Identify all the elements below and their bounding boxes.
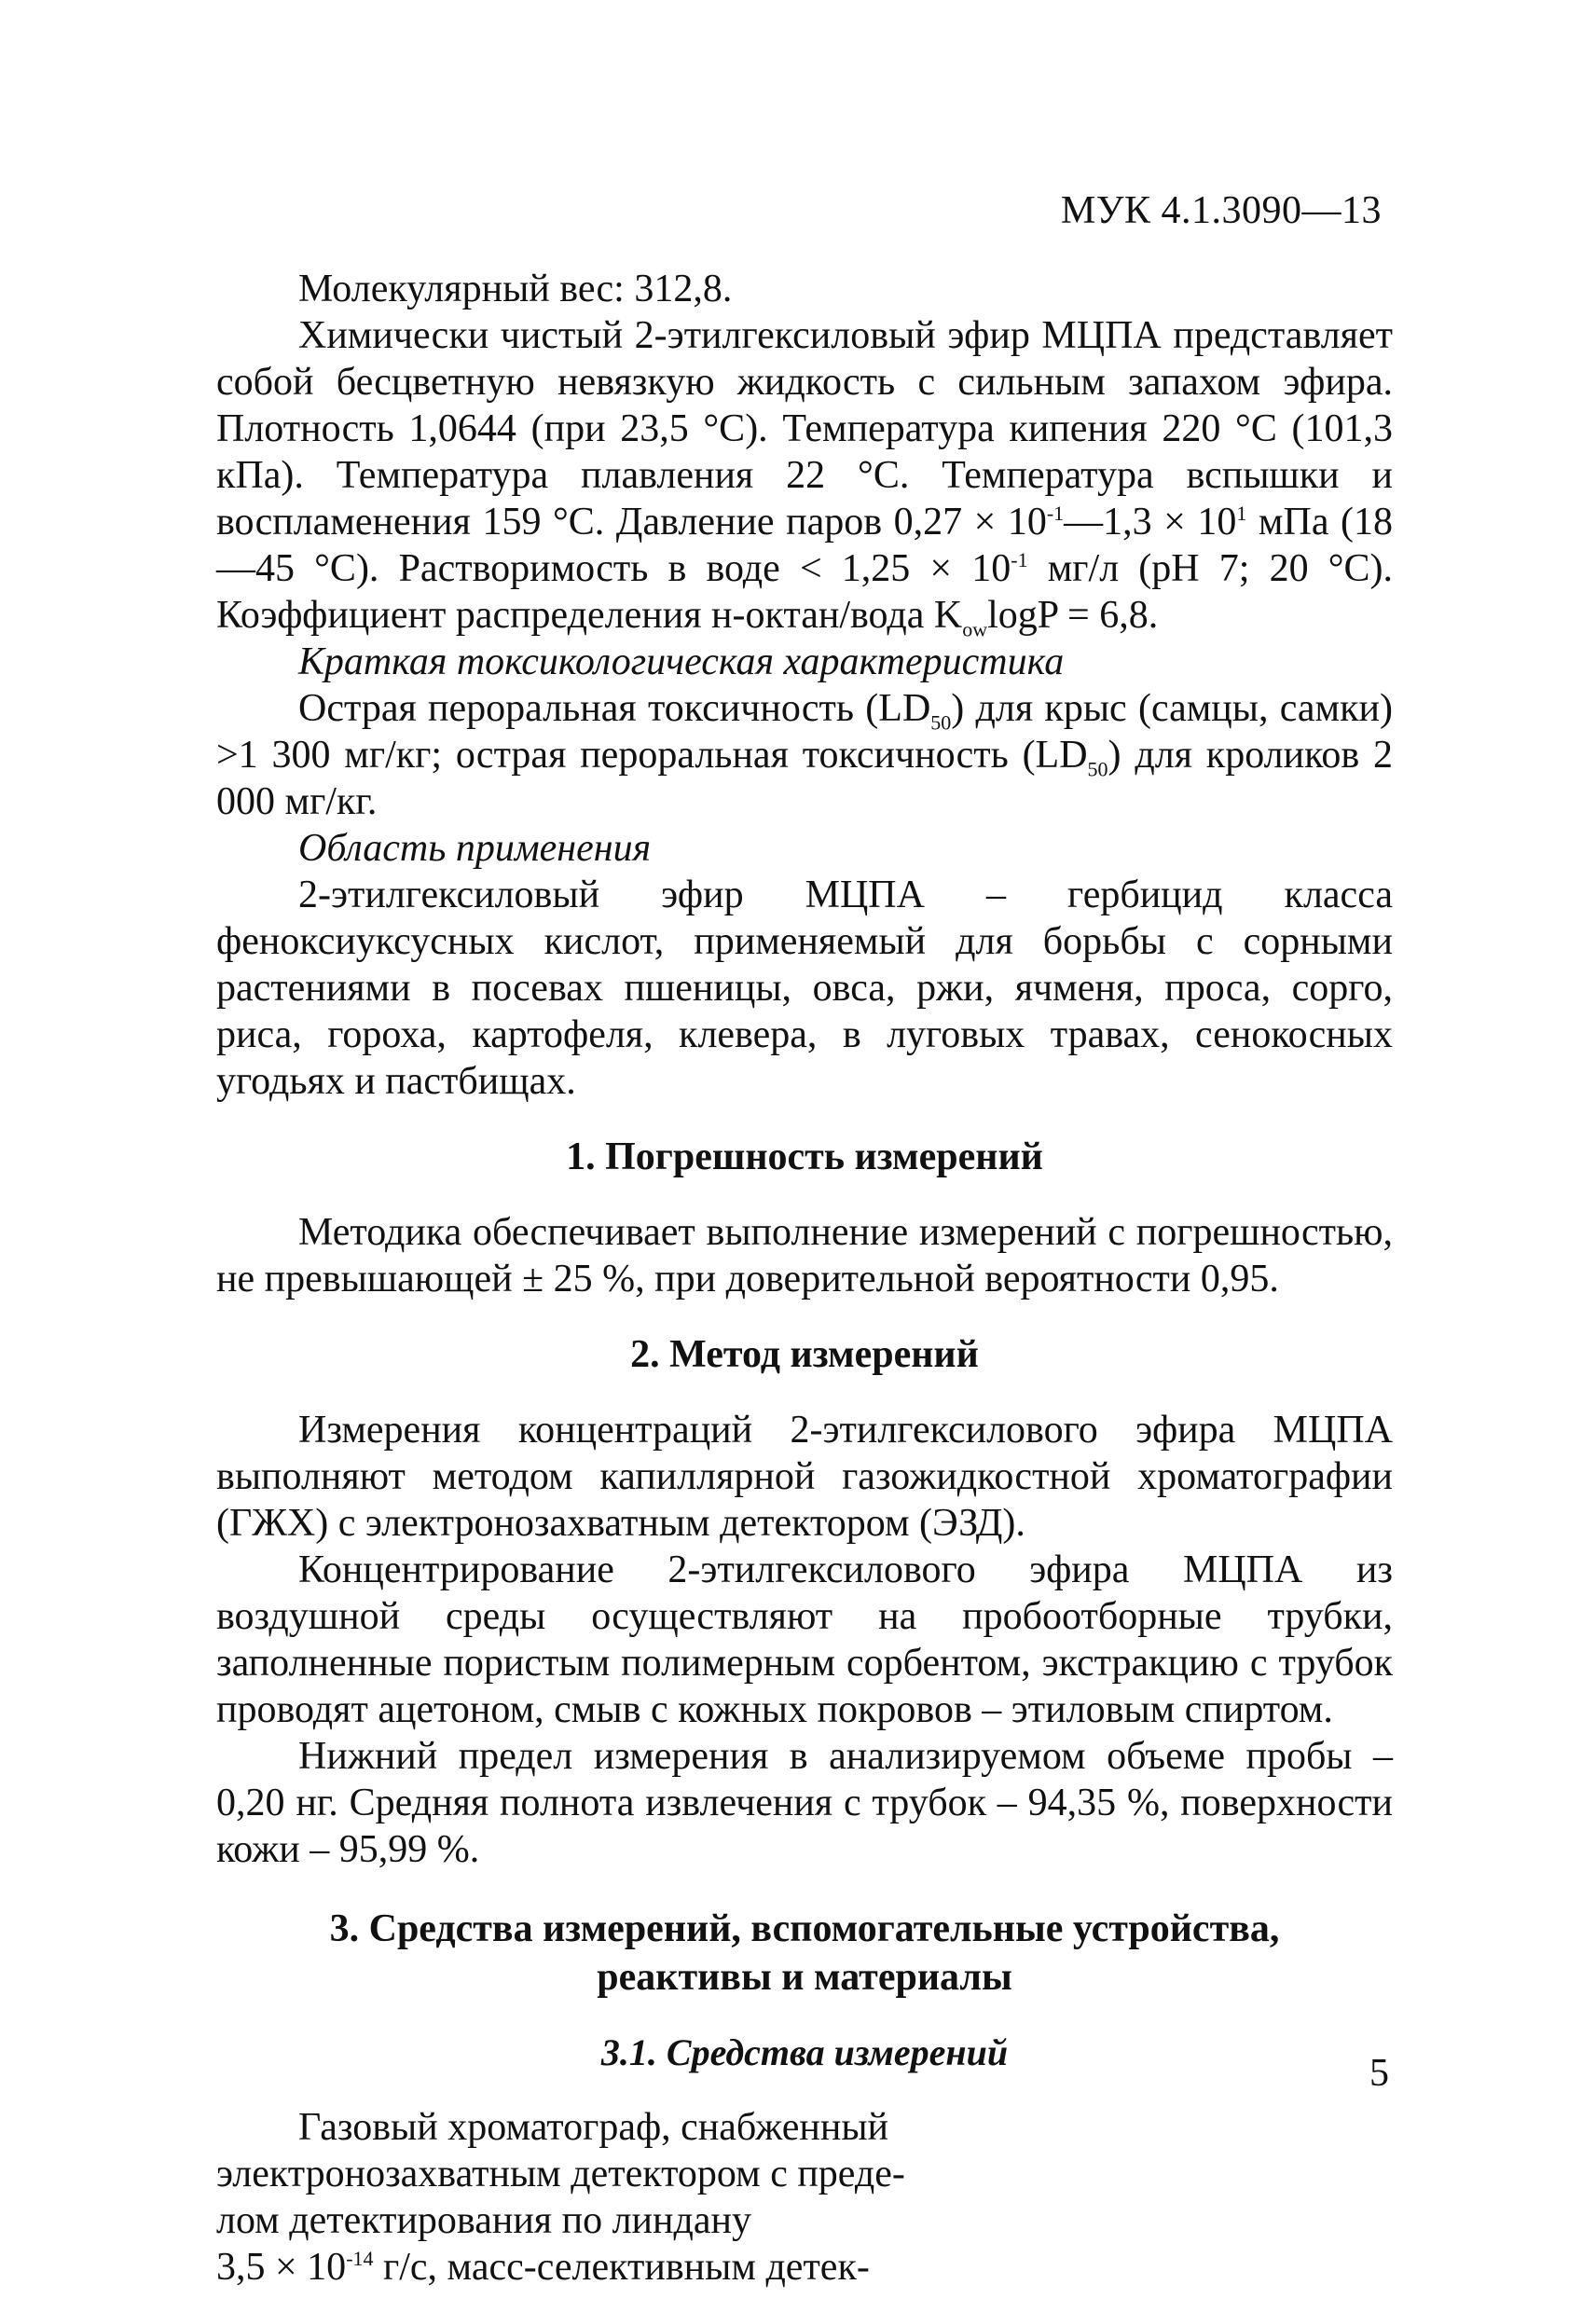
toxicology-text: ) для крыс (самцы, самки) >1 300 мг/кг; острая пероральная токсичность (LD (216, 687, 1394, 777)
spacer (216, 1379, 1393, 1407)
spacer (216, 1873, 1393, 1905)
toxicology-heading: Краткая токсикологическая характеристика (298, 640, 1065, 683)
instrument-line (216, 2244, 953, 2291)
instrument-text: г/с, масс-селективным детек- (373, 2246, 870, 2289)
section-2-paragraph-1: Измерения концентраций 2-этилгексилового эфира МЦПА выполняют методом капиллярной газожидкостной хроматографии (ГЖХ) с электронозахватным детектором (ЭЗД). (216, 1409, 1393, 1545)
section-3-heading (216, 1905, 1393, 2002)
instrument-description (216, 2104, 953, 2291)
toxicology-text: Острая пероральная токсичность (LD (298, 687, 931, 730)
toxicology-paragraph (216, 685, 1393, 825)
exponent: -1 (1011, 548, 1028, 571)
section-3-1-heading: 3.1. Средства измерений (600, 2031, 1009, 2073)
spacer (216, 2076, 1393, 2104)
properties-text: мг/л (рН 7; 20 °С). Коэффициент распределения н-октан/вода K (216, 547, 1394, 637)
document-body (216, 266, 1393, 2291)
section-1-heading: 1. Погрешность измерений (566, 1135, 1043, 1178)
application-paragraph: 2-этилгексиловый эфир МЦПА – гербицид класса феноксиуксусных кислот, применяемый для борьбы с сорными растениями в посевах пшеницы, овса, ржи, ячменя, проса, сорго, риса, гороха, картофеля, клевера, в луговых травах, сенокосных угодьях и пастбищах. (216, 874, 1393, 1103)
document-code: МУК 4.1.3090—13 (1060, 189, 1382, 232)
page-number: 5 (1369, 2052, 1389, 2095)
toxicology-text: ) для кроликов 2 000 мг/кг. (216, 734, 1393, 823)
exponent: -14 (346, 2247, 374, 2270)
exponent: -1 (1046, 502, 1065, 525)
properties-text: Химически чистый 2-этилгексиловый эфир МЦПА представляет собой бесцветную невязкую жидкость с сильным запахом эфира. Плотность 1,0644 (при 23,5 °С). Температура кипения 220 °С (101,3 кПа). Температура плавления 22 °С. Температура вспышки и воспламенения 159 °С. Давление паров 0,27 × 10 (216, 314, 1393, 544)
spacer (216, 1302, 1393, 1330)
section-2-paragraph-2: Концентрирование 2-этилгексилового эфира МЦПА из воздушной среды осуществляют на пробоотборные трубки, заполненные пористым полимерным сорбентом, экстракцию с трубок проводят ацетоном, смыв с кожных покровов – этиловым спиртом. (216, 1548, 1393, 1731)
properties-text: —1,3 × 10 (1064, 501, 1237, 544)
section-3-heading-line: 3. Средства измерений, вспомогательные устройства, (329, 1907, 1280, 1950)
section-1-paragraph: Методика обеспечивает выполнение измерений с погрешностью, не превышающей ± 25 %, при доверительной вероятности 0,95. (216, 1211, 1393, 1300)
section-2-paragraph-3: Нижний предел измерения в анализируемом объеме пробы – 0,20 нг. Средняя полнота извлечения с трубок – 94,35 %, поверхности кожи – 95,99 %. (216, 1735, 1393, 1871)
properties-text: logP = 6,8. (987, 594, 1159, 637)
subscript: ow (962, 617, 988, 641)
subscript: 50 (930, 710, 952, 735)
spacer (216, 1105, 1393, 1133)
spacer (216, 1181, 1393, 1209)
instrument-line: электронозахватным детектором с преде- (216, 2153, 905, 2195)
physical-properties-paragraph (216, 312, 1393, 639)
molecular-weight: Молекулярный вес: 312,8. (298, 268, 733, 310)
instrument-line: Газовый хроматограф, снабженный (298, 2106, 889, 2149)
section-2-heading: 2. Метод измерений (630, 1333, 979, 1376)
application-heading: Область применения (298, 827, 652, 870)
instrument-line: лом детектирования по линдану (216, 2199, 751, 2242)
section-3-heading-line: реактивы и материалы (597, 1956, 1012, 1999)
subscript: 50 (1087, 757, 1108, 781)
properties-text: мПа (18—45 °С). Растворимость в воде < 1,25 × 10 (216, 501, 1393, 590)
spacer (216, 2002, 1393, 2030)
exponent: 1 (1236, 502, 1247, 525)
instrument-text: 3,5 × 10 (216, 2246, 347, 2289)
